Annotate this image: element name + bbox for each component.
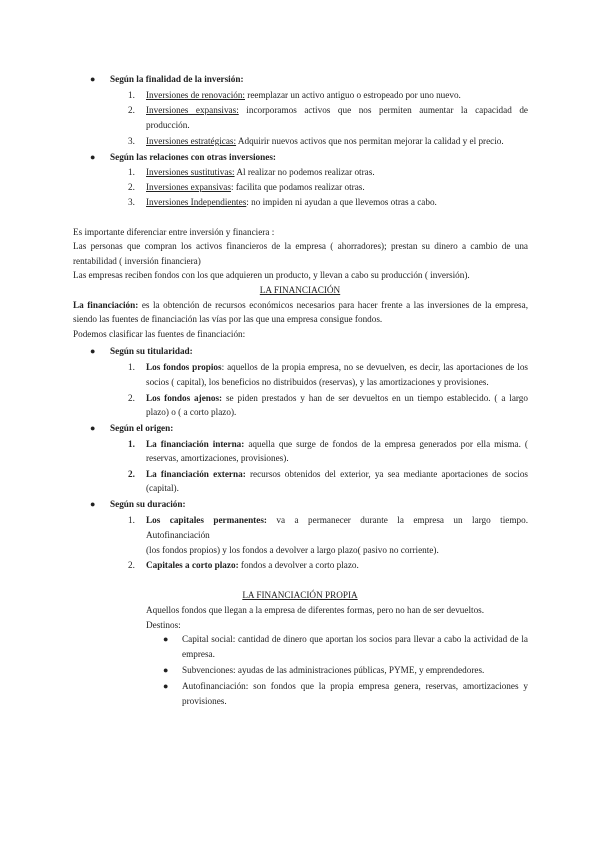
list-number: 1. <box>128 167 135 177</box>
list-item: Autofinanciación: son fondos que la propia empresa genera, reservas, amortizaciones y <box>182 681 528 691</box>
section-heading: Según las relaciones con otras inversiones: <box>110 152 276 162</box>
section-heading: Según su titularidad: <box>110 346 193 356</box>
paragraph-line: Podemos clasificar las fuentes de financiación: <box>73 329 246 339</box>
item-text: Adquirir nuevos activos que nos permitan mejorar la calidad y el precio. <box>236 136 504 146</box>
item-text: recursos obtenidos del exterior, ya sea mediante aportaciones de socios <box>245 469 528 479</box>
item-text: (los fondos propios) y los fondos a devolver a largo plazo( pasivo no corriente). <box>146 545 439 555</box>
bullet: ● <box>163 681 169 691</box>
paragraph-line: Destinos: <box>146 620 181 630</box>
section-heading: Según su duración: <box>110 499 186 509</box>
term: Capitales a corto plazo: <box>146 560 239 570</box>
list-number: 2. <box>128 182 135 192</box>
list-number: 3. <box>128 197 135 207</box>
bullet: ● <box>163 665 169 675</box>
list-item <box>146 392 528 404</box>
item-text: fondos a devolver a corto plazo. <box>238 560 359 570</box>
list-number: 1. <box>128 90 135 100</box>
item-text: socios ( capital), los beneficios no distribuidos (reservas), y las amortizaciones y provisiones. <box>146 377 489 387</box>
item-text: aquella que surge de fondos de la empresa generados por ella misma. ( <box>244 439 528 449</box>
bullet: ● <box>163 634 169 644</box>
term: Inversiones estratégicas: <box>146 136 237 146</box>
item-text: producción. <box>146 120 190 130</box>
term: Inversiones sustitutivas: <box>146 167 235 177</box>
term: Inversiones de renovación: <box>146 90 245 100</box>
list-item: provisiones. <box>182 696 227 706</box>
item-text: reemplazar un activo antiguo o estropeado por uno nuevo. <box>245 90 461 100</box>
item-text: se piden prestados y han de ser devueltos en un tiempo establecido. ( a largo <box>222 393 528 403</box>
item-text: Al realizar no podemos realizar otras. <box>234 167 375 177</box>
list-item <box>146 104 528 116</box>
definition-term: La financiación: <box>73 300 139 310</box>
list-item <box>146 468 528 480</box>
list-item <box>146 361 528 373</box>
bullet: ● <box>90 423 96 433</box>
list-number: 1. <box>128 362 135 372</box>
term: La financiación externa: <box>146 469 246 479</box>
item-text: (capital). <box>146 483 179 493</box>
list-number: 2. <box>128 469 135 479</box>
list-item <box>146 514 528 526</box>
item-text: plazo) o ( a corto plazo). <box>146 407 237 417</box>
list-item <box>146 166 375 178</box>
section-heading: Según el origen: <box>110 423 174 433</box>
list-item <box>146 196 437 208</box>
item-text: incorporamos activos que nos permiten aumentar la capacidad de <box>238 105 529 115</box>
list-number: 2. <box>128 105 135 115</box>
paragraph-line: Las personas que compran los activos financieros de la empresa ( ahorradores); prestan su dinero a cambio de una <box>73 241 528 251</box>
list-item <box>146 135 504 147</box>
term: Inversiones expansivas <box>146 182 231 192</box>
term: La financiación interna: <box>146 439 245 449</box>
list-number: 2. <box>128 560 135 570</box>
list-item: Subvenciones: ayudas de las administraciones públicas, PYME, y emprendedores. <box>182 665 485 675</box>
list-number: 1. <box>128 515 135 525</box>
section-title: LA FINANCIACIÓN PROPIA <box>242 590 358 600</box>
paragraph-line: Es importante diferenciar entre inversión y financiera : <box>73 227 275 237</box>
definition-text: es la obtención de recursos económicos necesarios para hacer frente a las inversiones de la empresa, <box>138 300 529 310</box>
paragraph-line: Las empresas reciben fondos con los que adquieren un producto, y llevan a cabo su producción ( inversión). <box>73 270 470 280</box>
item-text: : facilita que podamos realizar otras. <box>230 182 365 192</box>
list-item <box>146 89 461 101</box>
section-heading: Según la finalidad de la inversión: <box>110 74 244 84</box>
item-text: va a permanecer durante la empresa un largo tiempo. <box>266 515 528 525</box>
term: Inversiones expansivas: <box>146 105 239 115</box>
list-item <box>146 181 365 193</box>
bullet: ● <box>90 74 96 84</box>
list-number: 2. <box>128 393 135 403</box>
definition-line: siendo las fuentes de financiación las vías por las que una empresa consigue fondos. <box>73 314 383 324</box>
bullet: ● <box>90 346 96 356</box>
list-item: empresa. <box>182 649 215 659</box>
list-item: Capital social: cantidad de dinero que aportan los socios para llevar a cabo la actividad de la <box>182 634 528 644</box>
list-item <box>146 438 528 450</box>
section-title: LA FINANCIACIÓN <box>259 285 341 295</box>
term: Los capitales permanentes: <box>146 515 267 525</box>
paragraph-line: Aquellos fondos que llegan a la empresa de diferentes formas, pero no han de ser devueltos. <box>146 605 485 615</box>
paragraph-line: rentabilidad ( inversión financiera) <box>73 256 201 266</box>
item-text: reservas, amortizaciones, provisiones). <box>146 453 289 463</box>
definition-line <box>73 299 528 311</box>
bullet: ● <box>90 499 96 509</box>
term: Inversiones Independientes <box>146 197 247 207</box>
list-item <box>146 559 359 571</box>
item-text: Autofinanciación <box>146 530 210 540</box>
item-text: : aquellos de la propia empresa, no se devuelven, es decir, las aportaciones de los <box>221 362 528 372</box>
bullet: ● <box>90 152 96 162</box>
list-number: 1. <box>128 439 135 449</box>
list-number: 3. <box>128 136 135 146</box>
term: Los fondos ajenos: <box>146 393 223 403</box>
term: Los fondos propios <box>146 362 222 372</box>
item-text: : no impiden ni ayudan a que llevemos otras a cabo. <box>246 197 437 207</box>
